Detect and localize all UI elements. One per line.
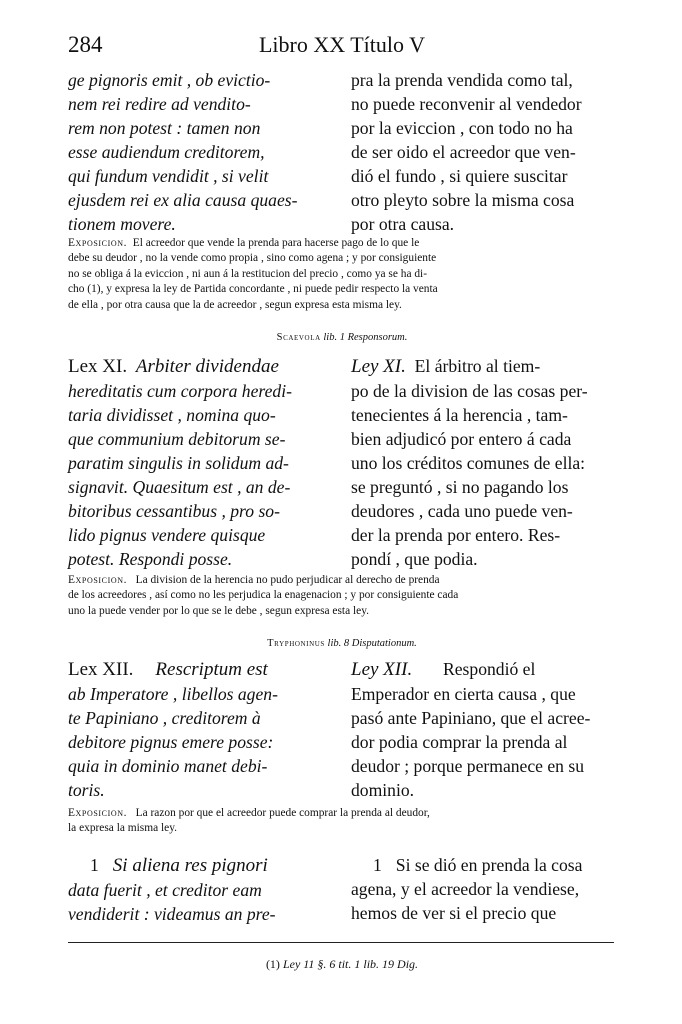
exposicion-text: cho (1), y expresa la ley de Partida concordante , ni puede pedir respecto la venta — [68, 283, 438, 296]
latin-line: rem non potest : tamen non — [68, 118, 261, 138]
latin-line: ab Imperatore , libellos agen- — [68, 684, 278, 704]
lex-heading: Lex XII. — [68, 659, 134, 680]
exposicion-label: Exposicion. — [68, 807, 128, 819]
exposicion-text: La division de la herencia no pudo perjudicar al derecho de prenda — [135, 574, 440, 586]
exposicion-text: no se obliga á la eviccion , ni aun á la restitucion del precio , como ya se ha di- — [68, 267, 427, 280]
spanish-line: El árbitro al tiem- — [414, 356, 541, 376]
source-work: lib. 8 Disputationum. — [327, 638, 417, 649]
exposicion-text: debe su deudor , no la vende como propia , sino como agena ; y por consiguiente — [68, 252, 437, 265]
latin-line: Si aliena res pignori — [112, 855, 268, 876]
source-author: Scaevola — [276, 332, 321, 343]
spanish-line: Emperador en cierta causa , que — [351, 684, 576, 704]
spanish-line: uno los créditos comunes de ella: — [351, 453, 586, 473]
spanish-line: se preguntó , si no pagando los — [351, 477, 569, 497]
latin-line: hereditatis cum corpora heredi- — [68, 381, 292, 401]
exposicion-text: La razon por que el acreedor puede comprar la prenda al deudor, — [135, 807, 430, 819]
law-12-block — [68, 657, 616, 802]
source-attribution — [68, 638, 616, 649]
footnote-rule — [68, 942, 614, 943]
latin-line: nem rei redire ad vendito- — [68, 94, 251, 114]
exposicion-text: de ella , por otra causa que la de acreedor , segun expresa esta misma ley. — [68, 298, 402, 311]
spanish-column — [351, 657, 616, 802]
latin-line: paratim singulis in solidum ad- — [68, 453, 289, 473]
spanish-line: no puede reconvenir al vendedor — [351, 94, 582, 114]
spanish-line: dió el fundo , si quiere suscitar — [351, 166, 568, 186]
exposicion-note — [68, 573, 616, 619]
spanish-line: de ser oido el acreedor que ven- — [351, 142, 576, 162]
latin-column — [68, 68, 334, 236]
latin-line: taria dividisset , nomina quo- — [68, 405, 276, 425]
latin-line: ge pignoris emit , ob evictio- — [68, 70, 271, 90]
ley-heading: Ley XII. — [351, 659, 413, 680]
spanish-line: otro pleyto sobre la misma cosa — [351, 190, 575, 210]
spanish-column — [351, 68, 616, 236]
latin-line: esse audiendum creditorem, — [68, 142, 265, 162]
spanish-line: pondí , que podia. — [351, 549, 478, 569]
latin-line: tionem movere. — [68, 214, 176, 234]
continuation-block — [68, 68, 616, 236]
section-number: 1 — [373, 855, 382, 875]
latin-line: data fuerit , et creditor eam — [68, 880, 262, 900]
exposicion-note — [68, 806, 616, 837]
spanish-line: dor podia comprar la prenda al — [351, 732, 568, 752]
latin-line: Arbiter dividendae — [135, 356, 279, 377]
latin-line: toris. — [68, 780, 105, 800]
spanish-line: por la eviccion , con todo no ha — [351, 118, 573, 138]
section-1-block — [68, 853, 616, 926]
source-author: Tryphoninus — [267, 638, 325, 649]
latin-line: qui fundum vendidit , si velit — [68, 166, 269, 186]
lex-heading: Lex XI. — [68, 356, 128, 377]
spanish-line: deudor ; porque permanece en su — [351, 756, 585, 776]
exposicion-text: de los acreedores , así como no les perjudica la enagenacion ; y por consiguiente cada — [68, 589, 459, 602]
latin-line: que communium debitorum se- — [68, 429, 286, 449]
spanish-line: deudores , cada uno puede ven- — [351, 501, 573, 521]
latin-line: potest. Respondi posse. — [68, 549, 233, 569]
footnote-marker: (1) — [265, 957, 280, 971]
spanish-line: Respondió el — [443, 659, 536, 679]
latin-line: signavit. Quaesitum est , an de- — [68, 477, 291, 497]
spanish-column — [351, 853, 616, 926]
spanish-line: dominio. — [351, 780, 415, 800]
latin-line: quia in dominio manet debi- — [68, 756, 268, 776]
latin-column — [68, 354, 334, 571]
spanish-line: po de la division de las cosas per- — [351, 381, 588, 401]
spanish-line: pasó ante Papiniano, que el acree- — [351, 708, 591, 728]
latin-line: ejusdem rei ex alia causa quaes- — [68, 190, 298, 210]
running-title: Libro XX Título V — [258, 32, 426, 57]
footnote-text: Ley 11 §. 6 tit. 1 lib. 19 Dig. — [282, 957, 419, 971]
spanish-line: tenecientes á la herencia , tam- — [351, 405, 568, 425]
spanish-line: der la prenda por entero. Res- — [351, 525, 561, 545]
source-attribution — [68, 332, 616, 343]
latin-line: vendiderit : videamus an pre- — [68, 904, 276, 924]
section-number: 1 — [90, 855, 99, 875]
latin-line: debitore pignus emere posse: — [68, 732, 274, 752]
latin-line: lido pignus vendere quisque — [68, 525, 266, 545]
spanish-line: por otra causa. — [351, 214, 455, 234]
page-number: 284 — [68, 32, 103, 57]
spanish-line: pra la prenda vendida como tal, — [351, 70, 573, 90]
exposicion-text: El acreedor que vende la prenda para hacerse pago de lo que le — [132, 237, 420, 249]
spanish-column — [351, 354, 616, 571]
latin-line: te Papiniano , creditorem à — [68, 708, 261, 728]
source-work: lib. 1 Responsorum. — [323, 332, 408, 343]
page-header — [68, 32, 616, 62]
latin-column — [68, 853, 334, 926]
latin-line: bitoribus cessantibus , pro so- — [68, 501, 280, 521]
exposicion-text: uno la puede vender por lo que se le debe , segun expresa esta ley. — [68, 604, 370, 617]
exposicion-label: Exposicion. — [68, 574, 128, 586]
spanish-line: bien adjudicó por entero á cada — [351, 429, 572, 449]
exposicion-label: Exposicion. — [68, 237, 128, 249]
latin-column — [68, 657, 334, 802]
exposicion-note — [68, 236, 616, 313]
ley-heading: Ley XI. — [351, 356, 406, 377]
spanish-line: Si se dió en prenda la cosa — [395, 855, 583, 875]
spanish-line: hemos de ver si el precio que — [351, 903, 557, 923]
exposicion-text: la expresa la misma ley. — [68, 822, 178, 835]
latin-line: Rescriptum est — [155, 659, 268, 680]
footnote — [68, 957, 616, 972]
spanish-line: agena, y el acreedor la vendiese, — [351, 879, 580, 899]
law-11-block — [68, 354, 616, 571]
